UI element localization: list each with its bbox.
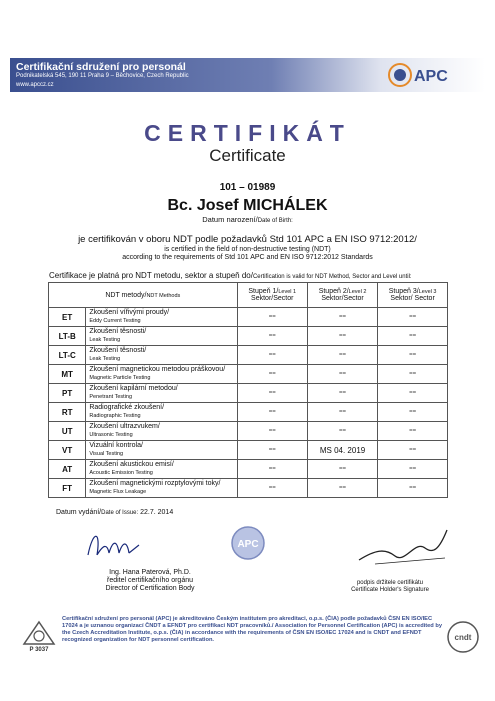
level3-cell: ==: [378, 460, 448, 479]
level3-cell: ==: [378, 327, 448, 346]
issue-date-value: 22.7. 2014: [140, 509, 174, 516]
cia-accreditation-logo: [22, 620, 56, 652]
level1-header-c: Sektor/Sector: [251, 295, 294, 302]
method-name-en: Leak Testing: [89, 356, 121, 362]
org-address: Podnikatelská 545, 190 11 Praha 9 – Běchovice, Czech Republic: [16, 73, 189, 79]
method-code: MT: [49, 365, 86, 384]
table-row: [49, 460, 448, 479]
director-name: Ing. Hana Paterová, Ph.D.: [109, 569, 191, 576]
level1-cell: ==: [237, 308, 307, 327]
level1-cell: ==: [237, 479, 307, 498]
level3-cell: ==: [378, 308, 448, 327]
validity-cz: Certifikace je platná pro NDT metodu, sektor a stupeň do/: [49, 271, 253, 280]
level2-cell: ==: [307, 308, 377, 327]
level3-header: [378, 283, 448, 308]
table-row: [49, 422, 448, 441]
level1-header: [237, 283, 307, 308]
issue-label-cz: Datum vydání/: [56, 509, 102, 516]
method-name: [86, 308, 237, 327]
table-row: [49, 308, 448, 327]
director-title-cz: ředitel certifikačního orgánu: [107, 577, 193, 584]
methods-header-cz: NDT metody/: [105, 291, 147, 299]
statement-en-2: according to the requirements of Std 101 APC and EN ISO 9712:2012 Standards: [122, 254, 373, 261]
org-website: www.apccz.cz: [16, 82, 54, 88]
method-name-en: Magnetic Flux Leakage: [89, 489, 147, 495]
ndt-methods-table: [48, 282, 448, 498]
method-code: RT: [49, 403, 86, 422]
level1-cell: ==: [237, 327, 307, 346]
method-name-cz: Zkoušení magnetickými rozptylovými toky/: [89, 480, 221, 487]
certificate-number: 101 – 01989: [219, 182, 276, 193]
method-name: [86, 327, 237, 346]
level2-cell: ==: [307, 384, 377, 403]
level2-header-a: Stupeň 2/: [318, 288, 349, 295]
level1-cell: ==: [237, 346, 307, 365]
certificate-title-en: Certificate: [209, 146, 286, 165]
cndt-logo: [446, 620, 480, 654]
method-name-en: Magnetic Particle Testing: [89, 375, 151, 381]
table-row: [49, 365, 448, 384]
method-name-en: Radiographic Testing: [89, 413, 141, 419]
table-header-row: [49, 283, 448, 308]
method-name-cz: Zkoušení těsnosti/: [89, 347, 147, 354]
director-block: [90, 569, 210, 593]
method-name: [86, 422, 237, 441]
level2-cell: ==: [307, 479, 377, 498]
table-row: [49, 403, 448, 422]
method-name: [86, 365, 237, 384]
methods-header-en: NDT Methods: [146, 292, 181, 299]
table-row: [49, 346, 448, 365]
method-name: [86, 441, 237, 460]
level3-header-a: Stupeň 3/: [388, 288, 419, 295]
table-row: [49, 327, 448, 346]
methods-header: [49, 283, 238, 308]
holder-sign-en: Certificate Holder's Signature: [351, 587, 429, 593]
validity-en: Certification is valid for NDT Method, Sector and Level until:: [252, 274, 412, 280]
level3-cell: ==: [378, 422, 448, 441]
level3-cell: ==: [378, 441, 448, 460]
level1-header-a: Stupeň 1/: [248, 288, 279, 295]
method-name-cz: Zkoušení kapilární metodou/: [89, 385, 178, 392]
holder-sign-cz: podpis držitele certifikátu: [356, 580, 424, 586]
holder-signature-label: [340, 580, 440, 594]
level2-cell: ==: [307, 365, 377, 384]
level1-cell: ==: [237, 441, 307, 460]
method-name-en: Ultrasonic Testing: [89, 432, 133, 438]
table-row: [49, 479, 448, 498]
method-name-cz: Zkoušení magnetickou metodou práškovou/: [89, 366, 226, 373]
level2-cell: ==: [307, 403, 377, 422]
holder-signature: [355, 520, 455, 575]
level2-header-b: Level 2: [348, 289, 367, 295]
table-row: [49, 384, 448, 403]
level1-cell: ==: [237, 460, 307, 479]
level3-header-c: Sektor/ Sector: [390, 295, 435, 302]
method-name-cz: Zkoušení těsnosti/: [89, 328, 147, 335]
method-code: LT-C: [49, 346, 86, 365]
level1-cell: ==: [237, 384, 307, 403]
method-code: VT: [49, 441, 86, 460]
method-code: UT: [49, 422, 86, 441]
method-name-cz: Vizuální kontrola/: [89, 442, 143, 449]
method-name: [86, 403, 237, 422]
method-code: PT: [49, 384, 86, 403]
method-name: [86, 346, 237, 365]
issue-date: [56, 509, 173, 516]
method-name-cz: Zkoušení akustickou emisí/: [89, 461, 174, 468]
level1-header-b: Level 1: [278, 289, 297, 295]
cndt-text: cndt: [454, 633, 472, 642]
level3-cell: ==: [378, 384, 448, 403]
dob-label-en: Date of Birth:: [257, 218, 293, 224]
method-name: [86, 460, 237, 479]
level1-cell: ==: [237, 403, 307, 422]
level3-cell: ==: [378, 403, 448, 422]
method-name-en: Eddy Current Testing: [89, 318, 141, 324]
level1-cell: ==: [237, 422, 307, 441]
org-name: Certifikační sdružení pro personál: [16, 61, 186, 73]
statement-cz: je certifikován v oboru NDT podle požadavků Std 101 APC a EN ISO 9712:2012/: [78, 234, 417, 245]
level2-cell: ==: [307, 346, 377, 365]
method-name-cz: Zkoušení ultrazvukem/: [89, 423, 160, 430]
director-title-en: Director of Certification Body: [105, 585, 195, 592]
apc-stamp-text: APC: [237, 539, 259, 550]
method-name-cz: Radiografické zkoušení/: [89, 404, 165, 411]
level2-header-c: Sektor/Sector: [321, 295, 364, 302]
level3-header-b: Level 3: [418, 289, 437, 295]
statement-en-1: is certified in the field of non-destructive testing (NDT): [164, 246, 331, 253]
method-name: [86, 479, 237, 498]
apc-logo-text: APC: [414, 68, 448, 85]
level2-cell: MS 04. 2019: [307, 441, 377, 460]
level2-cell: ==: [307, 422, 377, 441]
certificate-title-cz: CERTIFIKÁT: [144, 120, 351, 146]
level2-cell: ==: [307, 460, 377, 479]
method-name-cz: Zkoušení vířivými proudy/: [89, 309, 170, 316]
method-code: AT: [49, 460, 86, 479]
validity-statement: [49, 271, 412, 280]
level2-header: [307, 283, 377, 308]
level2-cell: ==: [307, 327, 377, 346]
method-name-en: Acoustic Emission Testing: [89, 470, 153, 476]
footer-accreditation-text: Certifikační sdružení pro personál (APC) je akreditováno Českým institutem pro akreditaci, o.p.s. (ČIA) podle požadavků ČSN EN ISO/IEC 17024 a je uznanou organizací ČNDT a EFNDT pro certifikaci NDT pracovníků./ Association for Personnel Certification (APC) is accredited by the Czech Accreditation Institute, o.p.s. (ČIA) in accordance with the requirements of ČSN EN ISO/IEC 17024 and is CNDT and EFNDT recognized organization for NDT personnel certification.: [62, 616, 442, 643]
method-code: FT: [49, 479, 86, 498]
table-row: [49, 441, 448, 460]
level3-cell: ==: [378, 346, 448, 365]
method-code: ET: [49, 308, 86, 327]
level3-cell: ==: [378, 365, 448, 384]
apc-stamp: [230, 525, 266, 561]
method-name: [86, 384, 237, 403]
level1-cell: ==: [237, 365, 307, 384]
apc-logo: [386, 60, 456, 90]
director-signature: [83, 525, 143, 565]
issue-label-en: Date of Issue:: [101, 510, 139, 516]
method-name-en: Visual Testing: [89, 451, 124, 457]
level3-cell: ==: [378, 479, 448, 498]
holder-name: Bc. Josef MICHÁLEK: [167, 197, 328, 214]
method-code: LT-B: [49, 327, 86, 346]
dob-label-cz: Datum narození/: [202, 215, 258, 224]
date-of-birth-label: [0, 215, 495, 224]
method-name-en: Penetrant Testing: [89, 394, 133, 400]
method-name-en: Leak Testing: [89, 337, 121, 343]
cia-code: P 3037: [29, 647, 49, 652]
